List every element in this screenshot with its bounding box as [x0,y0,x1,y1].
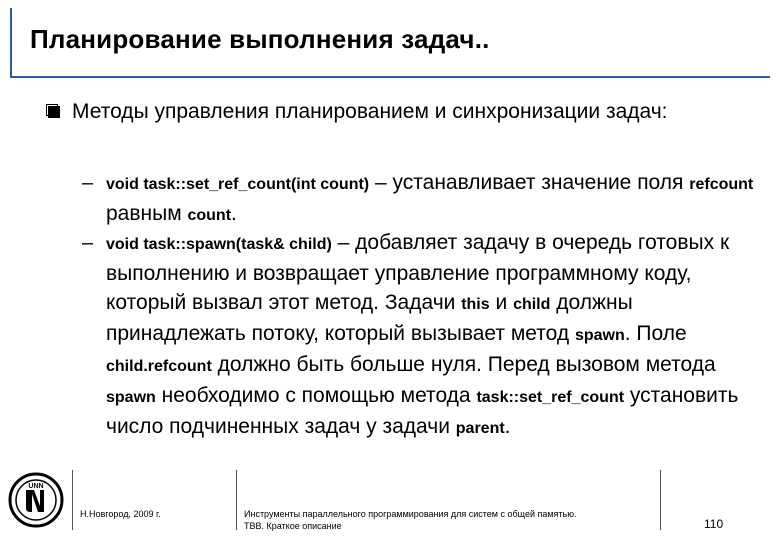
text-span: должно быть больше нуля. Перед вызовом метода [211,353,716,376]
slide-title: Планирование выполнения задач.. [30,24,490,54]
code-span: task::set_ref_count [476,389,625,406]
code-span: this [461,296,490,313]
footer-course-line2: TBB. Краткое описание [244,521,342,531]
main-bullet-text: Методы управления планированием и синхронизации задач: [72,100,668,123]
sub-bullet-2 [106,228,756,443]
title-accent-vertical [10,8,12,78]
footer-course [244,508,654,532]
text-span: – добавляет задачу в очередь готовых к выполнению и возвращает управление программному коду, который вызвал этот метод. Задачи [106,231,730,314]
text-span: установить число подчиненных задач у задачи [106,384,739,438]
code-span: refcount [689,176,754,193]
page-number: 110 [704,517,724,531]
square-bullet-icon [46,104,58,116]
code-span: count [187,207,232,224]
code-span: child [513,296,551,313]
code-span: void task::spawn(task& child) [106,236,332,253]
code-span: spawn [106,389,156,406]
dash-bullet-icon: – [82,232,94,254]
text-span: необходимо с помощью метода [155,384,477,407]
footer-location: Н.Новгород, 2009 г. [80,509,161,519]
text-span: . Поле [624,322,687,345]
footer-divider [72,470,73,530]
logo-text: UNN [28,483,44,490]
footer-divider [660,470,661,530]
title-accent-horizontal [10,76,770,78]
text-span: и [489,291,514,314]
text-span: . [231,202,237,225]
code-span: void task::set_ref_count(int count) [106,176,370,193]
code-span: spawn [574,327,625,344]
sub-bullet-1 [106,168,756,230]
text-span: – устанавливает значение поля [369,171,690,194]
text-span: . [504,415,511,438]
text-span: должны принадлежать потоку, который вызывает метод [106,291,633,345]
footer-divider [236,470,237,530]
text-span: равным [106,202,188,225]
footer-course-line1: Инструменты параллельного программирования для систем с общей памятью. [244,509,577,519]
code-span: parent [455,420,505,437]
university-logo-icon [8,472,64,528]
code-span: child.refcount [106,358,212,375]
dash-bullet-icon: – [82,172,94,194]
